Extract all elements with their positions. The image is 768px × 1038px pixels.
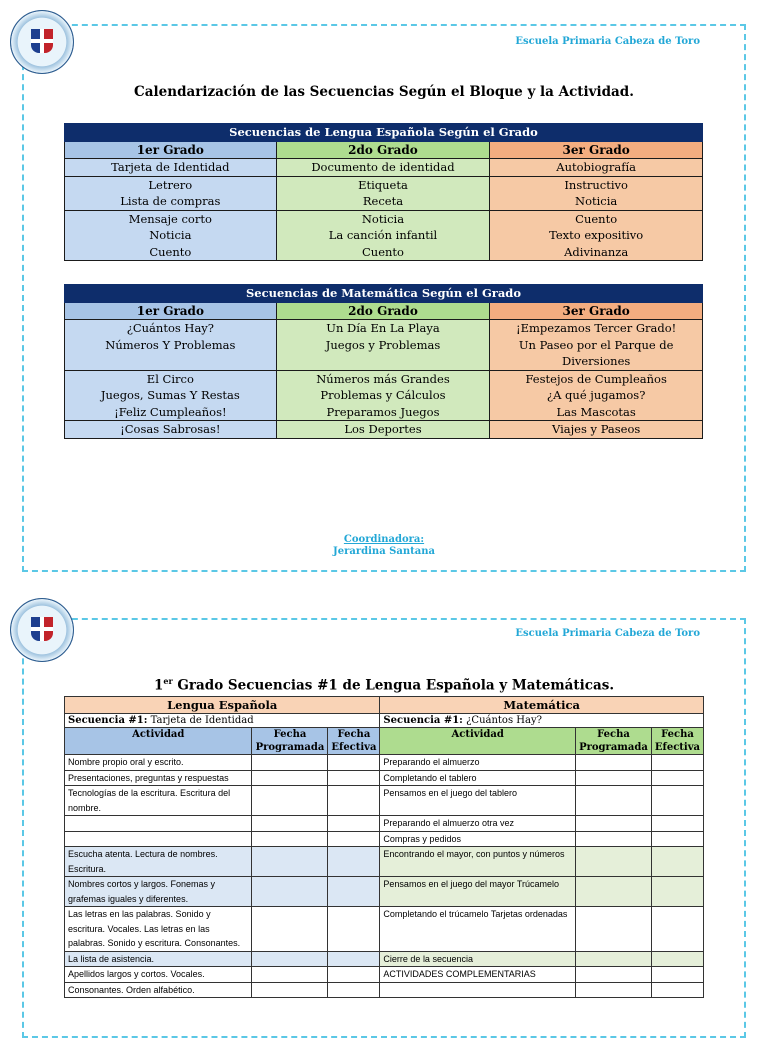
mate-cell: Números más Grandes Problemas y Cálculos Preparamos Juegos [276,370,490,421]
shield-icon [31,29,53,53]
school-logo-2 [10,598,74,662]
table-row [65,786,704,816]
mate-fecha-efectiva [651,755,703,771]
mate-section-head: Matemática [380,697,704,714]
mate-fecha-programada [575,831,651,847]
shield-icon [31,617,53,641]
col-fecha-programada-m: Fecha Programada [575,728,651,755]
table-row [65,982,704,998]
mate-activity: Completando el tablero [380,770,576,786]
mate-activity: Compras y pedidos [380,831,576,847]
mate-fecha-efectiva [651,847,703,877]
mate-fecha-programada [575,770,651,786]
mate-cell: ¡Empezamos Tercer Grado! Un Paseo por el Parque de Diversiones [490,320,703,371]
mate-fecha-programada [575,755,651,771]
mate-activity: Preparando el almuerzo [380,755,576,771]
lengua-table [64,123,703,261]
mate-fecha-programada [575,847,651,877]
lengua-activity: Nombre propio oral y escrito. [65,755,252,771]
mate-cell: ¡Cosas Sabrosas! [65,421,277,439]
mate-fecha-efectiva [651,831,703,847]
lengua-fecha-efectiva [328,755,380,771]
page-2 [0,590,768,1024]
coordinator-label: Coordinadora: [343,534,425,545]
mate-fecha-efectiva [651,877,703,907]
school-logo [10,10,74,74]
mate-fecha-programada [575,786,651,816]
table-row [65,847,704,877]
lengua-cell: Documento de identidad [276,159,490,177]
mate-grade-2: 2do Grado [276,302,490,320]
mate-activity: Completando el trúcamelo Tarjetas ordenadas [380,907,576,952]
mate-activity [380,982,576,998]
lengua-fecha-programada [252,982,328,998]
table-row [65,210,703,261]
table-row [65,370,703,421]
lengua-cell: Tarjeta de Identidad [65,159,277,177]
lengua-fecha-efectiva [328,967,380,983]
page-2-title: 1er Grado Secuencias #1 de Lengua Española y Matemáticas. [153,676,615,694]
lengua-cell: Letrero Lista de compras [65,176,277,210]
lengua-fecha-efectiva [328,847,380,877]
table-row [65,951,704,967]
table-row [65,320,703,371]
lengua-activity: Consonantes. Orden alfabético. [65,982,252,998]
table-row [65,159,703,177]
lengua-activity [65,816,252,832]
col-actividad-m: Actividad [380,728,576,755]
mate-fecha-programada [575,877,651,907]
mate-activity: Pensamos en el juego del tablero [380,786,576,816]
col-fecha-efectiva-m: Fecha Efectiva [651,728,703,755]
mate-cell: Festejos de Cumpleaños ¿A qué jugamos? Las Mascotas [490,370,703,421]
table-row [65,877,704,907]
lengua-grade-2: 2do Grado [276,141,490,159]
lengua-activity: Nombres cortos y largos. Fonemas y grafemas iguales y diferentes. [65,877,252,907]
mate-activity: Cierre de la secuencia [380,951,576,967]
col-fecha-efectiva: Fecha Efectiva [328,728,380,755]
mate-activity: ACTIVIDADES COMPLEMENTARIAS [380,967,576,983]
lengua-cell: Etiqueta Receta [276,176,490,210]
mate-fecha-efectiva [651,786,703,816]
mate-activity: Preparando el almuerzo otra vez [380,816,576,832]
mate-cell: Los Deportes [276,421,490,439]
lengua-fecha-efectiva [328,816,380,832]
lengua-activity: Las letras en las palabras. Sonido y escritura. Vocales. Las letras en las palabras. Sonido y escritura. Consonantes. [65,907,252,952]
mate-fecha-efectiva [651,907,703,952]
lengua-section-head: Lengua Española [65,697,380,714]
lengua-fecha-efectiva [328,770,380,786]
lengua-fecha-efectiva [328,907,380,952]
mate-fecha-programada [575,967,651,983]
lengua-fecha-efectiva [328,831,380,847]
table-row [65,907,704,952]
mate-fecha-efectiva [651,967,703,983]
mate-cell: Un Día En La Playa Juegos y Problemas [276,320,490,371]
lengua-fecha-programada [252,847,328,877]
mate-table-header: Secuencias de Matemática Según el Grado [65,285,703,303]
lengua-sequence: Secuencia #1: Tarjeta de Identidad [65,714,380,728]
mate-fecha-efectiva [651,951,703,967]
mate-table [64,284,703,439]
table-row [65,967,704,983]
lengua-fecha-efectiva [328,982,380,998]
lengua-cell: Mensaje corto Noticia Cuento [65,210,277,261]
lengua-cell: Autobiografía [490,159,703,177]
activities-table [64,696,704,998]
mate-cell: El Circo Juegos, Sumas Y Restas ¡Feliz Cumpleaños! [65,370,277,421]
mate-activity: Pensamos en el juego del mayor Trúcamelo [380,877,576,907]
table-row [65,770,704,786]
mate-fecha-programada [575,907,651,952]
school-name-2: Escuela Primaria Cabeza de Toro [515,628,700,639]
lengua-grade-1: 1er Grado [65,141,277,159]
table-row [65,831,704,847]
lengua-fecha-programada [252,816,328,832]
mate-fecha-programada [575,982,651,998]
mate-fecha-efectiva [651,982,703,998]
mate-fecha-efectiva [651,770,703,786]
lengua-grade-3: 3er Grado [490,141,703,159]
table-row [65,421,703,439]
mate-grade-1: 1er Grado [65,302,277,320]
lengua-activity: Escucha atenta. Lectura de nombres. Escritura. [65,847,252,877]
lengua-fecha-efectiva [328,951,380,967]
coordinator-block [0,534,768,558]
lengua-activity: Presentaciones, preguntas y respuestas [65,770,252,786]
mate-activity: Encontrando el mayor, con puntos y números [380,847,576,877]
mate-grade-3: 3er Grado [490,302,703,320]
lengua-fecha-efectiva [328,786,380,816]
mate-cell: ¿Cuántos Hay? Números Y Problemas [65,320,277,371]
lengua-cell: Cuento Texto expositivo Adivinanza [490,210,703,261]
mate-fecha-programada [575,951,651,967]
mate-sequence: Secuencia #1: ¿Cuántos Hay? [380,714,704,728]
lengua-activity: Tecnologías de la escritura. Escritura del nombre. [65,786,252,816]
lengua-activity: La lista de asistencia. [65,951,252,967]
lengua-cell: Instructivo Noticia [490,176,703,210]
page-title: Calendarización de las Secuencias Según el Bloque y la Actividad. [134,84,634,100]
lengua-fecha-programada [252,831,328,847]
col-actividad: Actividad [65,728,252,755]
lengua-fecha-programada [252,770,328,786]
table-row [65,816,704,832]
lengua-activity [65,831,252,847]
lengua-fecha-programada [252,967,328,983]
lengua-fecha-programada [252,907,328,952]
lengua-fecha-programada [252,951,328,967]
lengua-fecha-programada [252,877,328,907]
lengua-cell: Noticia La canción infantil Cuento [276,210,490,261]
mate-fecha-efectiva [651,816,703,832]
school-name: Escuela Primaria Cabeza de Toro [515,36,700,47]
lengua-fecha-efectiva [328,877,380,907]
lengua-table-header: Secuencias de Lengua Española Según el Grado [65,124,703,142]
mate-cell: Viajes y Paseos [490,421,703,439]
lengua-fecha-programada [252,786,328,816]
lengua-activity: Apellidos largos y cortos. Vocales. [65,967,252,983]
table-row [65,755,704,771]
lengua-fecha-programada [252,755,328,771]
table-row [65,176,703,210]
mate-fecha-programada [575,816,651,832]
coordinator-name: Jerardina Santana [333,546,435,557]
col-fecha-programada: Fecha Programada [252,728,328,755]
